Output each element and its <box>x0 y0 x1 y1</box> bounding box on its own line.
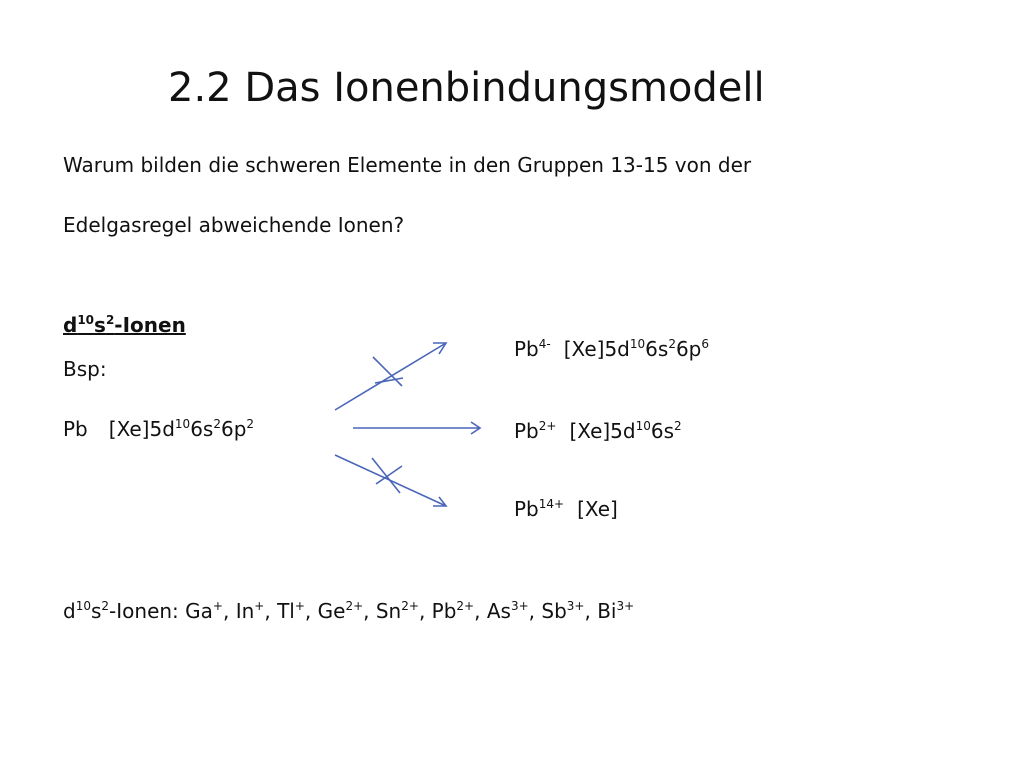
separator: , <box>584 599 598 623</box>
ion-charge: + <box>254 599 265 613</box>
crossed-out-mark <box>372 458 400 493</box>
ion-config-superscript: 10 <box>635 419 651 433</box>
separator: , <box>222 599 236 623</box>
question-line-2: Edelgasregel abweichende Ionen? <box>63 213 405 237</box>
summary-ion-list <box>185 599 634 623</box>
separator: , <box>304 599 318 623</box>
pb-symbol: Pb <box>63 417 88 441</box>
config-superscript: 2 <box>246 417 255 431</box>
ion-summary-line <box>63 598 634 624</box>
ion-charge: 3+ <box>616 599 635 613</box>
ion-charge: + <box>294 599 305 613</box>
page-title: 2.2 Das Ionenbindungsmodell <box>168 65 765 111</box>
separator: , <box>474 599 487 623</box>
ion-charge: + <box>212 599 223 613</box>
ion-charge: 2+ <box>456 599 475 613</box>
heading-superscript: 10 <box>77 313 95 327</box>
ion-symbol: Pb <box>514 497 539 521</box>
arrow-to-pb14-plus <box>335 455 446 506</box>
ion-symbol: Pb <box>431 599 457 623</box>
summary-ion <box>597 599 634 623</box>
ion-charge: 4- <box>538 337 551 351</box>
ion-symbol: Pb <box>514 419 539 443</box>
summary-ion <box>277 599 318 623</box>
summary-superscript: 10 <box>75 599 91 613</box>
ion-charge: 2+ <box>345 599 364 613</box>
ion-symbol: As <box>486 599 511 623</box>
config-part: 6p <box>220 417 247 441</box>
heading-superscript: 2 <box>105 313 115 327</box>
ion-config-superscript: 2 <box>674 419 682 433</box>
arrow-to-pb2-plus <box>353 422 480 434</box>
summary-ion <box>432 599 487 623</box>
ion-config-part: 6s <box>650 419 675 443</box>
summary-lead: d <box>63 599 76 623</box>
config-part: [Xe]5d <box>108 417 175 441</box>
question-line-1: Warum bilden die schweren Elemente in den Gruppen 13-15 von der <box>63 153 752 177</box>
ion-symbol: Pb <box>514 337 539 361</box>
ion-pb2-plus <box>514 418 682 444</box>
heading-part: s <box>94 313 106 337</box>
ion-symbol: In <box>235 599 255 623</box>
ion-config-superscript: 2 <box>668 337 676 351</box>
arrow-to-pb4-minus <box>335 343 446 410</box>
ion-symbol: Ge <box>317 599 346 623</box>
ion-charge: 14+ <box>538 497 565 511</box>
separator: , <box>363 599 376 623</box>
summary-lead: s <box>90 599 102 623</box>
summary-ion <box>376 599 432 623</box>
separator: , <box>418 599 432 623</box>
ion-charge: 2+ <box>401 599 419 613</box>
config-superscript: 2 <box>213 417 221 431</box>
summary-ion <box>318 599 376 623</box>
ion-charge: 2+ <box>538 419 557 433</box>
ion-symbol: Ga <box>185 599 213 623</box>
ion-config-superscript: 10 <box>629 337 646 351</box>
ion-config-part: [Xe]5d <box>563 337 630 361</box>
summary-ion <box>185 599 236 623</box>
summary-ion <box>236 599 277 623</box>
summary-ion <box>487 599 542 623</box>
ion-charge: 3+ <box>510 599 529 613</box>
config-superscript: 10 <box>174 417 191 431</box>
ion-symbol: Sn <box>375 599 402 623</box>
summary-superscript: 2 <box>101 599 110 613</box>
example-label: Bsp: <box>63 357 107 381</box>
ion-config-superscript: 6 <box>701 337 710 351</box>
ion-charge: 3+ <box>566 599 585 613</box>
summary-ion <box>541 599 597 623</box>
heading-part: d <box>63 313 78 337</box>
ion-symbol: Tl <box>277 599 295 623</box>
separator: , <box>264 599 278 623</box>
separator: , <box>528 599 542 623</box>
ion-config-part: [Xe]5d <box>569 419 636 443</box>
ion-config-part: [Xe] <box>577 497 618 521</box>
ion-pb14-plus <box>514 496 618 522</box>
ion-config-part: 6s <box>645 337 669 361</box>
ion-symbol: Bi <box>597 599 617 623</box>
summary-lead: -Ionen: <box>109 599 186 623</box>
ion-pb4-minus <box>514 336 709 362</box>
config-part: 6s <box>190 417 214 441</box>
ion-symbol: Sb <box>541 599 567 623</box>
ion-config-part: 6p <box>675 337 702 361</box>
heading-part: -Ionen <box>114 313 186 337</box>
